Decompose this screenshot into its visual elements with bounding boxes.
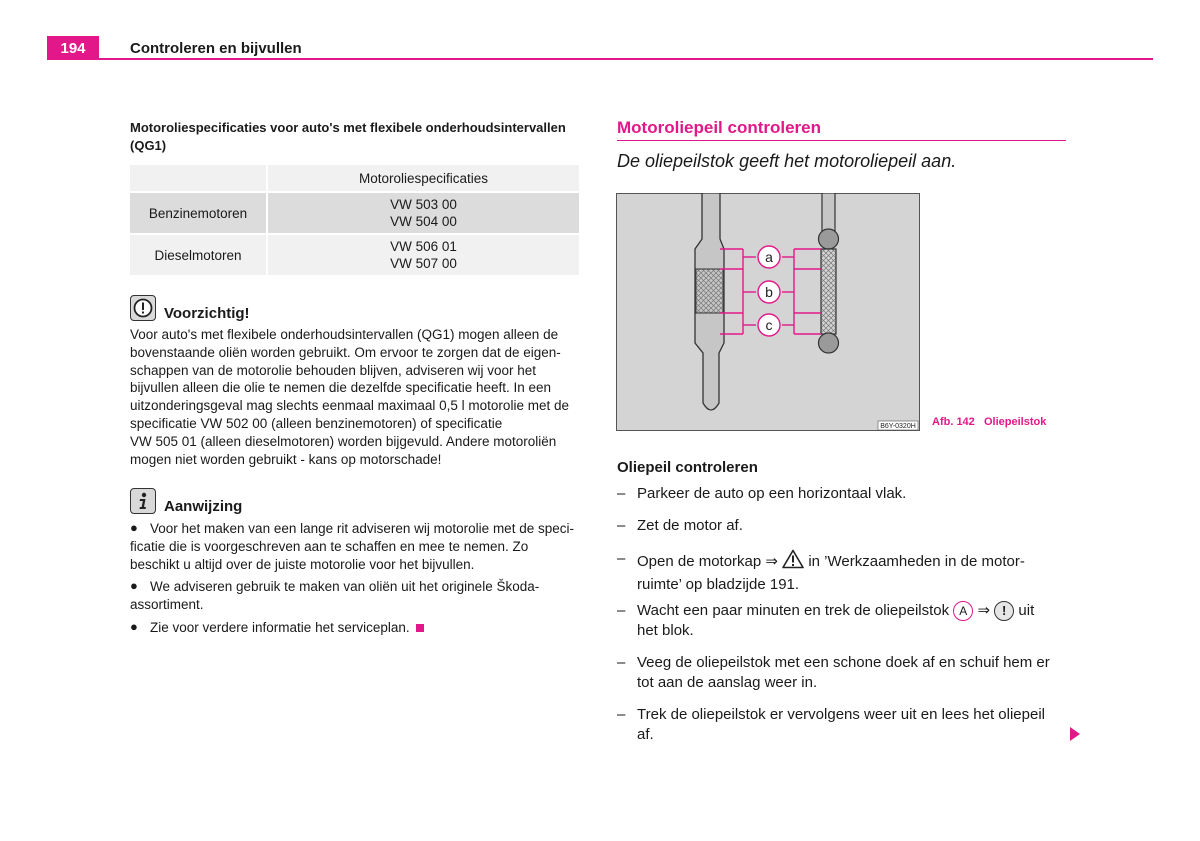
caution-reference-icon: ! (994, 601, 1014, 621)
caution-text (130, 326, 582, 468)
section-subtitle: De oliepeilstok geeft het motoroliepeil aan. (617, 151, 957, 171)
table-cell (267, 234, 579, 275)
caution-line: bovenstaande oliën worden gebruikt. Om ervoor te zorgen dat de eigen- (130, 344, 561, 360)
table-row-label: Benzinemotoren (130, 192, 267, 234)
figure-caption-text: Oliepeilstok (983, 416, 1047, 428)
steps-heading: Oliepeil controleren (617, 459, 758, 476)
caution-line: uitzonderingsgeval mag slechts eenmaal maximaal 0,5 l motorolie met de (130, 398, 569, 414)
step-text (637, 653, 1067, 693)
step-text-part: Veeg de oliepeilstok met een schone doek af en schuif hem er (637, 654, 1050, 671)
bullet-dot-icon: ● (130, 619, 138, 634)
bullet-dot-icon: ● (130, 578, 138, 593)
figure-caption (932, 416, 1046, 428)
figure-reference-a-marker: A (953, 601, 973, 621)
step-text: Parkeer de auto op een horizontaal vlak. (637, 485, 907, 502)
info-note-icon (130, 488, 156, 514)
label-b-marker (758, 281, 780, 303)
step-dash: – (617, 550, 626, 567)
figure-label-b: b (765, 284, 773, 300)
note-bullet (130, 520, 582, 573)
step-text-part: Open de motorkap ⇒ (637, 553, 778, 570)
bullet-line: assortiment. (130, 596, 204, 612)
label-a-marker (758, 246, 780, 268)
step-text-part: in ’Werkzaamheden in de motor- (808, 553, 1025, 570)
continue-arrow-icon (1069, 727, 1081, 746)
step-text (637, 549, 1067, 595)
arrow-reference: ⇒ (977, 602, 991, 619)
figure-label-c: c (765, 317, 773, 333)
step-item (617, 549, 1067, 595)
bullet-line: Voor het maken van een lange rit adviseren wij motorolie met de speci- (150, 521, 574, 536)
step-item (617, 601, 1067, 641)
dipstick-right-icon (819, 193, 839, 353)
bullet-line: ficatie die is voorgeschreven aan te schaffen en mee te nemen. Zo (130, 538, 529, 554)
step-item (617, 653, 1067, 693)
dipstick-figure (616, 193, 920, 431)
label-c-marker (758, 314, 780, 336)
header-rule (47, 58, 1153, 60)
caution-line: bijvullen alleen die olie te nemen die dezelfde specificatie heeft. In een (130, 380, 552, 396)
step-text-part: Wacht een paar minuten en trek de oliepeilstok (637, 602, 950, 619)
figure-label-a: a (765, 249, 773, 265)
step-dash: – (617, 517, 626, 534)
step-text: Zet de motor af. (637, 517, 743, 534)
caution-line: mogen niet worden gebruikt - kans op motorschade! (130, 451, 442, 467)
step-item (617, 484, 1067, 504)
section-title: Motoroliepeil controleren (617, 118, 822, 137)
oil-spec-table (130, 165, 579, 275)
table-header-row (130, 165, 579, 192)
running-header-title: Controleren en bijvullen (130, 40, 302, 57)
caution-line: specificatie VW 502 00 (alleen benzinemotoren) of specificatie (130, 415, 503, 431)
table-cell-line: VW 503 00 (390, 197, 457, 212)
step-item (617, 516, 1067, 536)
note-bullet (130, 619, 582, 637)
table-cell-line: VW 506 01 (390, 239, 457, 254)
dipstick-illustration (616, 193, 920, 431)
step-text-part: uit (1018, 602, 1035, 619)
table-column-header: Motoroliespecificaties (267, 165, 579, 192)
step-text (637, 601, 1067, 641)
page-number: 194 (47, 36, 99, 60)
end-of-section-icon (416, 624, 424, 632)
table-row (130, 234, 579, 275)
step-text-part: tot aan de aanslag weer in. (637, 674, 818, 691)
step-text-part: Trek de oliepeilstok er vervolgens weer uit en lees het oliepeil (637, 706, 1045, 723)
table-row (130, 192, 579, 234)
step-dash: – (617, 602, 626, 619)
spec-heading: Motoroliespecificaties voor auto's met flexibele onderhoudsintervallen (QG1) (130, 120, 566, 153)
bullet-line: We adviseren gebruik te maken van oliën uit het originele Škoda- (150, 579, 540, 594)
figure-code: B6Y-0320H (880, 423, 916, 430)
caution-line: schappen van de motorolie behouden blijven, adviseren wij voor het (130, 362, 537, 378)
caution-line: Voor auto's met flexibele onderhoudsintervallen (QG1) mogen alleen de (130, 327, 559, 342)
caution-exclamation-icon (130, 295, 156, 321)
step-text (637, 705, 1067, 745)
section-rule (617, 140, 1066, 141)
bullet-line (130, 619, 582, 637)
caution-line: VW 505 01 (alleen dieselmotoren) worden bijgevuld. Andere motoroliën (130, 433, 557, 449)
step-text-part: af. (637, 726, 654, 743)
bullet-dot-icon: ● (130, 520, 138, 535)
warning-triangle-icon (782, 549, 804, 575)
figure-number: Afb. 142 (932, 416, 975, 428)
table-corner-cell (130, 165, 267, 192)
table-cell-line: VW 504 00 (390, 214, 457, 229)
table-row-label: Dieselmotoren (130, 234, 267, 275)
step-text-part: het blok. (637, 622, 694, 639)
step-item (617, 705, 1067, 745)
step-dash: – (617, 485, 626, 502)
step-dash: – (617, 706, 626, 723)
step-text-part: ruimte’ op bladzijde 191. (637, 576, 800, 593)
table-cell (267, 192, 579, 234)
caution-title: Voorzichtig! (164, 305, 250, 322)
bullet-line: beschikt u altijd over de juiste motorolie voor het bijvullen. (130, 556, 475, 572)
note-bullet (130, 578, 582, 614)
note-title: Aanwijzing (164, 498, 243, 515)
step-dash: – (617, 654, 626, 671)
table-cell-line: VW 507 00 (390, 256, 457, 271)
bullet-text: Zie voor verdere informatie het serviceplan. (150, 620, 410, 635)
